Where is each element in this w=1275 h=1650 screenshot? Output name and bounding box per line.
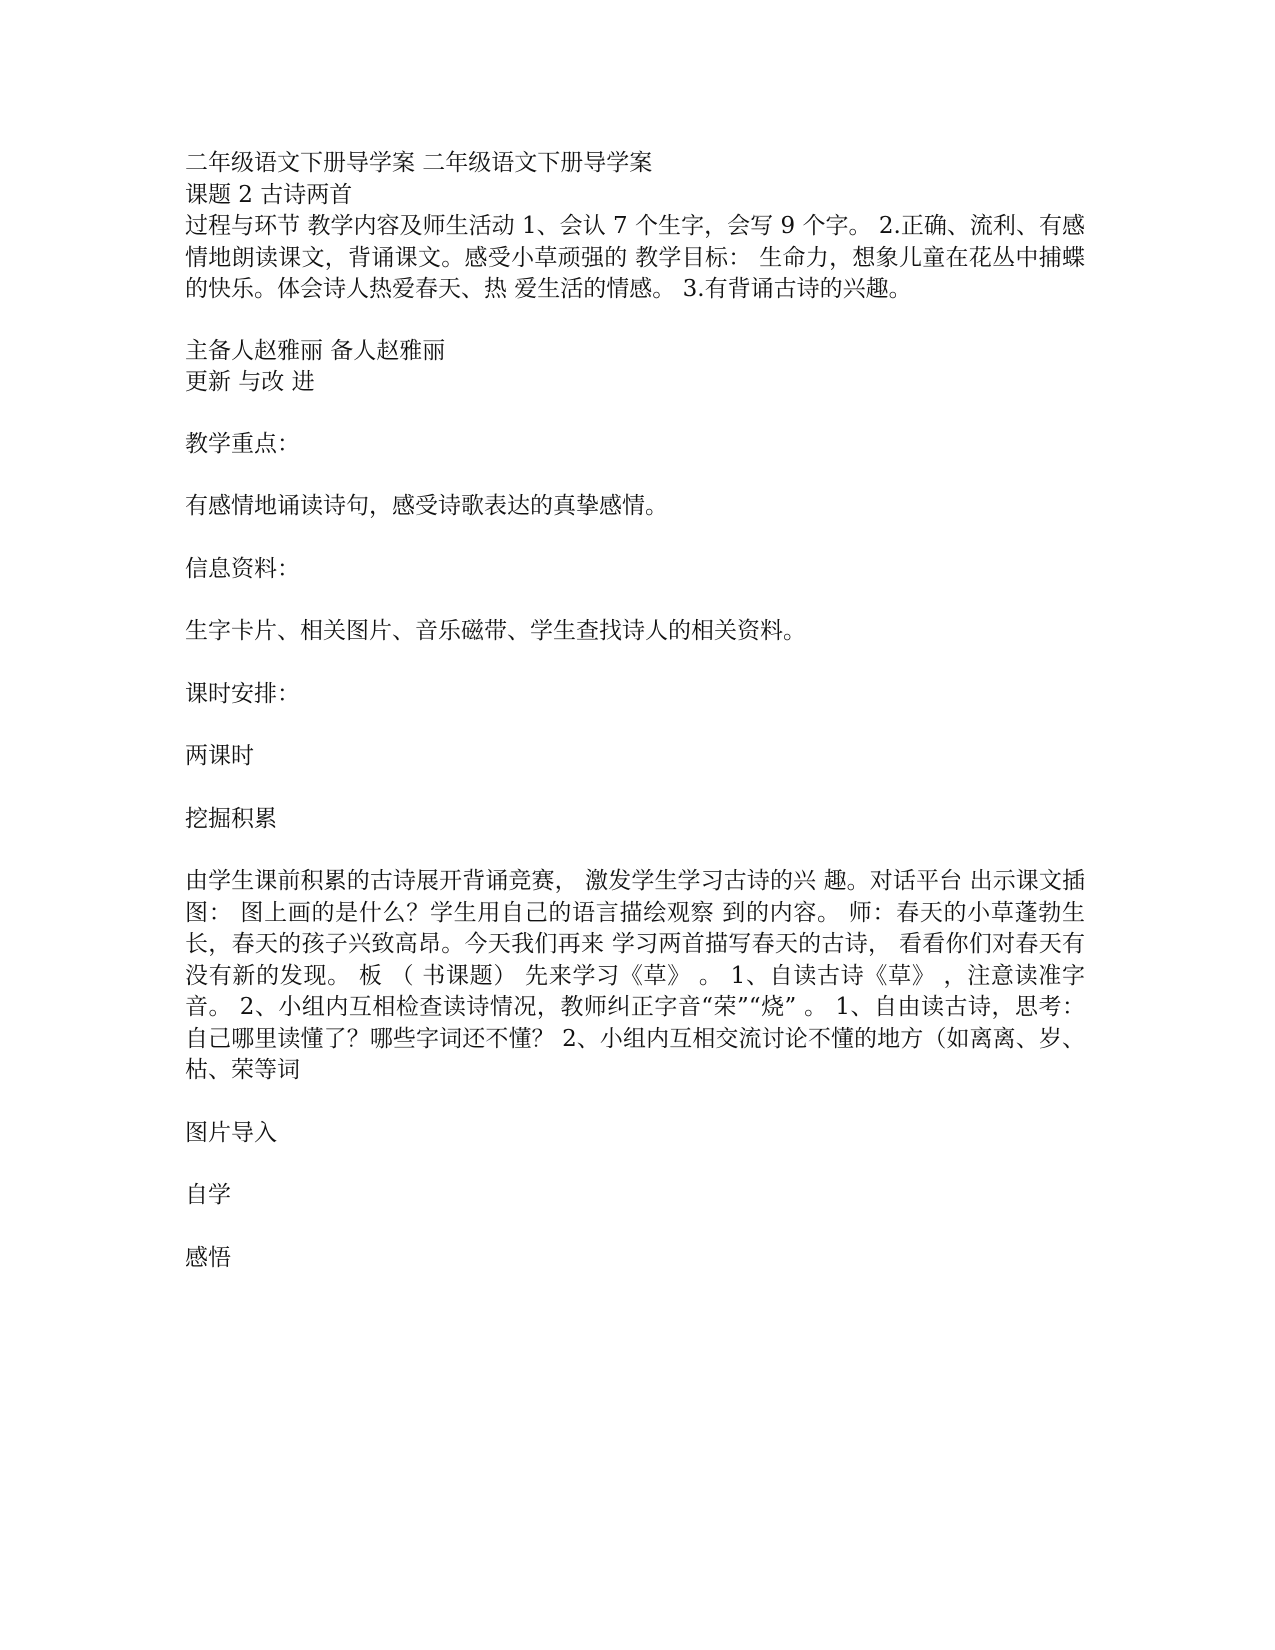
schedule-text: 两课时: [185, 743, 254, 769]
insight-heading: 感悟: [185, 1244, 231, 1271]
info-heading: 信息资料：: [185, 555, 300, 582]
focus-text: 有感情地诵读诗句，感受诗歌表达的真挚感情。: [185, 493, 668, 519]
dig-heading: 挖掘积累: [185, 805, 277, 832]
picture-intro-heading: 图片导入: [185, 1119, 277, 1146]
document-title: 二年级语文下册导学案 二年级语文下册导学案: [185, 150, 653, 176]
lesson-title: 课题 2 古诗两首: [185, 181, 353, 208]
info-text: 生字卡片、相关图片、音乐磁带、学生查找诗人的相关资料。: [185, 618, 806, 644]
document-page: [185, 148, 1085, 1274]
update-line: 更新 与改 进: [185, 369, 315, 395]
dig-paragraph: 由学生课前积累的古诗展开背诵竞赛， 激发学生学习古诗的兴 趣。对话平台 出示课文插图： 图上画的是什么？学生用自己的语言描绘观察 到的内容。 师：春天的小草蓬勃生长，春天的孩子兴致高昂。今天我们再来 学习两首描写春天的古诗， 看看你们对春天有没有新的发现。 板 （ 书课题） 先来学习《草》 。 1、自读古诗《草》 ，注意读准字音。 2、小组内互相检查读诗情况，教师纠正字音“荣”“烧” 。 1、自由读古诗，思考：自己哪里读懂了？哪些字词还不懂？ 2、小组内互相交流讨论不懂的地方（如离离、岁、枯、荣等词: [185, 868, 1085, 1083]
preparer-line: 主备人赵雅丽 备人赵雅丽: [185, 337, 446, 364]
focus-heading: 教学重点：: [185, 430, 300, 457]
self-study-heading: 自学: [185, 1182, 231, 1208]
objectives-paragraph: 过程与环节 教学内容及师生活动 1、会认 7 个生字，会写 9 个字。 2.正确、流利、有感情地朗读课文，背诵课文。感受小草顽强的 教学目标： 生命力，想象儿童在花丛中捕蝶的快乐。体会诗人热爱春天、热 爱生活的情感。 3.有背诵古诗的兴趣。: [185, 213, 1085, 302]
schedule-heading: 课时安排：: [185, 680, 300, 707]
